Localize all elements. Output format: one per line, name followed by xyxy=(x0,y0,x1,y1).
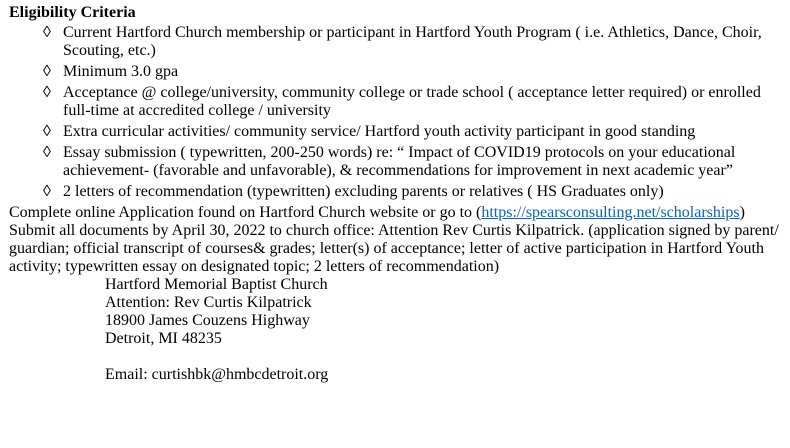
diamond-bullet-icon: ◊ xyxy=(43,144,51,161)
address-line: 18900 James Couzens Highway xyxy=(105,312,310,329)
diamond-bullet-icon: ◊ xyxy=(43,24,51,41)
contact-email: Email: curtishbk@hmbcdetroit.org xyxy=(105,366,329,383)
address-line: Hartford Memorial Baptist Church xyxy=(105,276,328,293)
diamond-bullet-icon: ◊ xyxy=(43,123,51,140)
criteria-text: Acceptance @ college/university, community college or trade school ( acceptance letter required) or enrolled full-time at accredited college / university xyxy=(63,84,761,119)
diamond-bullet-icon: ◊ xyxy=(43,63,51,80)
address-line: Attention: Rev Curtis Kilpatrick xyxy=(105,294,312,311)
list-item xyxy=(9,84,790,120)
criteria-text: Extra curricular activities/ community service/ Hartford youth activity participant in good standing xyxy=(63,123,696,140)
criteria-text: Current Hartford Church membership or participant in Hartford Youth Program ( i.e. Athletics, Dance, Choir, Scouting, etc.) xyxy=(63,24,762,59)
diamond-bullet-icon: ◊ xyxy=(43,84,51,101)
submit-paragraph: Submit all documents by April 30, 2022 to church office: Attention Rev Curtis Kilpatrick. (application signed by parent/ guardian; official transcript of courses& grades; letter(s) of acceptance; letter of active participation in Hartford Youth activity; typewritten essay on designated topic; 2 letters of recommendation) xyxy=(9,222,779,275)
list-item xyxy=(9,144,790,180)
criteria-list xyxy=(9,24,790,201)
address-line: Detroit, MI 48235 xyxy=(105,330,222,347)
application-text: Complete online Application found on Hartford Church website or go to ( xyxy=(9,204,482,221)
list-item xyxy=(9,123,790,141)
criteria-text: 2 letters of recommendation (typewritten) excluding parents or relatives ( HS Graduates only) xyxy=(63,183,664,200)
list-item xyxy=(9,63,790,81)
criteria-text: Minimum 3.0 gpa xyxy=(63,63,179,80)
diamond-bullet-icon: ◊ xyxy=(43,183,51,200)
criteria-text: Essay submission ( typewritten, 200-250 words) re: “ Impact of COVID19 protocols on your educational achievement- (favorable and unfavorable), & recommendations for improvement in next academic year” xyxy=(63,144,736,179)
list-item xyxy=(9,24,790,60)
list-item xyxy=(9,183,790,201)
application-paragraph xyxy=(9,204,784,222)
mailing-address xyxy=(105,276,790,348)
eligibility-heading: Eligibility Criteria xyxy=(9,4,136,21)
scholarship-link[interactable]: https://spearsconsulting.net/scholarships xyxy=(481,204,740,221)
application-text-end: ) xyxy=(739,204,745,221)
